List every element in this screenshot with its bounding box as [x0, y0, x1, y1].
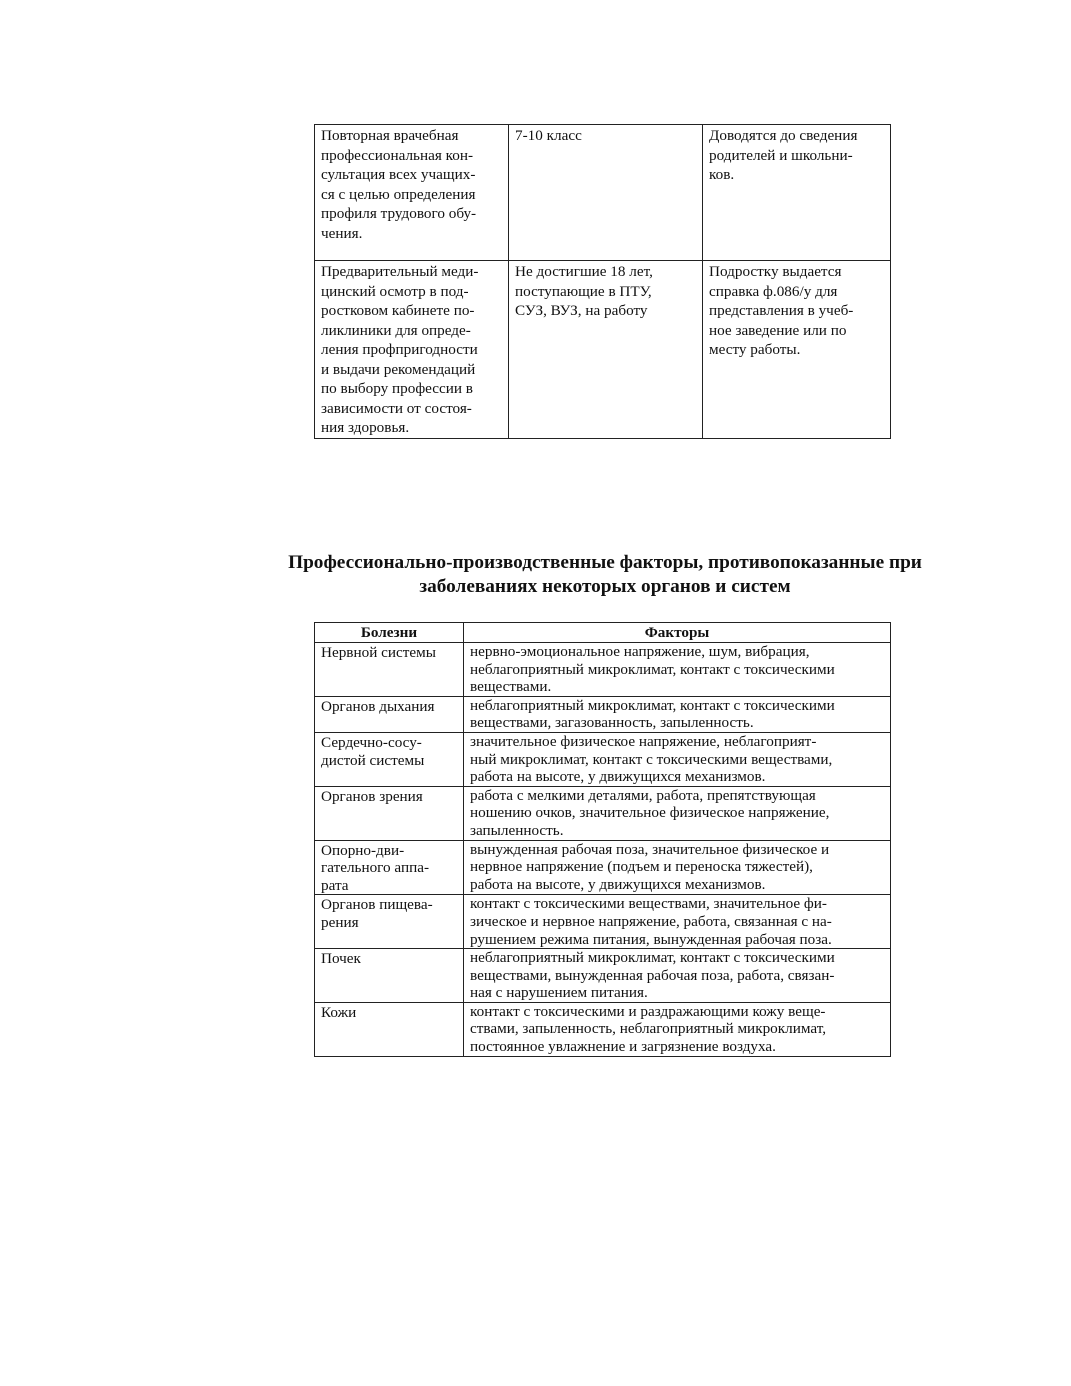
cell-text: работа с мелкими деталями, работа, препятствующая ношению очков, значительное физическое напряжение, запыленность.	[470, 786, 830, 839]
factors-cell	[464, 643, 891, 697]
factors-cell	[464, 895, 891, 949]
cell-text: Опорно-дви- гательного аппа- рата	[321, 841, 430, 894]
cell-text: неблагоприятный микроклимат, контакт с токсическими веществами, загазованность, запыленность.	[470, 696, 835, 732]
disease-cell	[315, 786, 464, 840]
cell-text: нервно-эмоциональное напряжение, шум, вибрация, неблагоприятный микроклимат, контакт с токсическими веществами.	[470, 643, 835, 696]
cell-text: вынужденная рабочая поза, значительное физическое и нервное напряжение (подъем и переноска тяжестей), работа на высоте, у движущихся механизмов.	[470, 840, 830, 893]
factors-cell	[464, 732, 891, 786]
cell-text: Нервной системы	[321, 644, 436, 661]
cell-text: Не достигшие 18 лет, поступающие в ПТУ, СУЗ, ВУЗ, на работу	[515, 263, 653, 319]
disease-cell	[315, 895, 464, 949]
table-row	[315, 732, 891, 786]
table-row	[315, 949, 891, 1003]
table-row	[315, 696, 891, 732]
factors-cell	[464, 786, 891, 840]
cell-text: Предварительный меди- цинский осмотр в под- ростковом кабинете по- ликлиники для опреде- ления профпригодности и выдачи рекомендаций по выбору профессии в зависимости от состоя- ния здоровья.	[321, 263, 479, 436]
table-row	[315, 895, 891, 949]
disease-cell	[315, 840, 464, 895]
cell-text: Органов дыхания	[321, 697, 435, 715]
cell-text: Органов пищева- рения	[321, 896, 433, 931]
cell-text: неблагоприятный микроклимат, контакт с токсическими веществами, вынужденная рабочая поза, работа, связан- ная с нарушением питания.	[470, 949, 835, 1002]
table-row	[315, 643, 891, 697]
factors-cell	[464, 949, 891, 1003]
cell-text: Сердечно-сосу- дистой системы	[321, 733, 425, 769]
cell-text: Органов зрения	[321, 787, 423, 805]
table-header-row	[315, 623, 891, 643]
disease-cell	[315, 732, 464, 786]
cell-text: Почек	[321, 950, 361, 968]
table-row	[315, 261, 891, 439]
factors-cell	[464, 840, 891, 895]
factors-cell	[464, 696, 891, 732]
table-row	[315, 125, 891, 261]
section-heading: Профессионально-производственные факторы, противопоказанные при заболеваниях некоторых органов и систем	[288, 552, 922, 597]
cell-text: Повторная врачебная профессиональная кон- сультация всех учащих- ся с целью определения профиля трудового обу- чения.	[321, 127, 477, 242]
table-row	[315, 840, 891, 895]
header-factors: Факторы	[464, 623, 891, 643]
table-row	[315, 1002, 891, 1056]
cell-text: Подростку выдается справка ф.086/у для представления в учеб- ное заведение или по месту работы.	[709, 263, 854, 358]
factors-table	[314, 622, 891, 1057]
disease-cell	[315, 949, 464, 1003]
examination-table	[314, 124, 891, 439]
cell-text: Доводятся до сведения родителей и школьни- ков.	[709, 127, 858, 183]
table-cell-result	[703, 125, 891, 261]
cell-text: значительное физическое напряжение, неблагоприят- ный микроклимат, контакт с токсическими веществами, работа на высоте, у движущихся механизмов.	[470, 732, 833, 786]
table-cell-activity	[315, 261, 509, 439]
header-diseases: Болезни	[315, 623, 464, 643]
factors-cell	[464, 1002, 891, 1056]
cell-text: 7-10 класс	[515, 127, 582, 144]
table-cell-group	[509, 261, 703, 439]
disease-cell	[315, 696, 464, 732]
table-cell-result	[703, 261, 891, 439]
cell-text: Кожи	[321, 1003, 357, 1021]
table-row	[315, 786, 891, 840]
disease-cell	[315, 643, 464, 697]
table-cell-activity	[315, 125, 509, 261]
cell-text: контакт с токсическими и раздражающими кожу веще- ствами, запыленность, неблагоприятный микроклимат, постоянное увлажнение и загрязнение воздуха.	[470, 1002, 826, 1056]
disease-cell	[315, 1002, 464, 1056]
cell-text: контакт с токсическими веществами, значительное фи- зическое и нервное напряжение, работа, связанная с на- рушением режима питания, вынужденная рабочая поза.	[470, 895, 832, 948]
table-cell-group	[509, 125, 703, 261]
